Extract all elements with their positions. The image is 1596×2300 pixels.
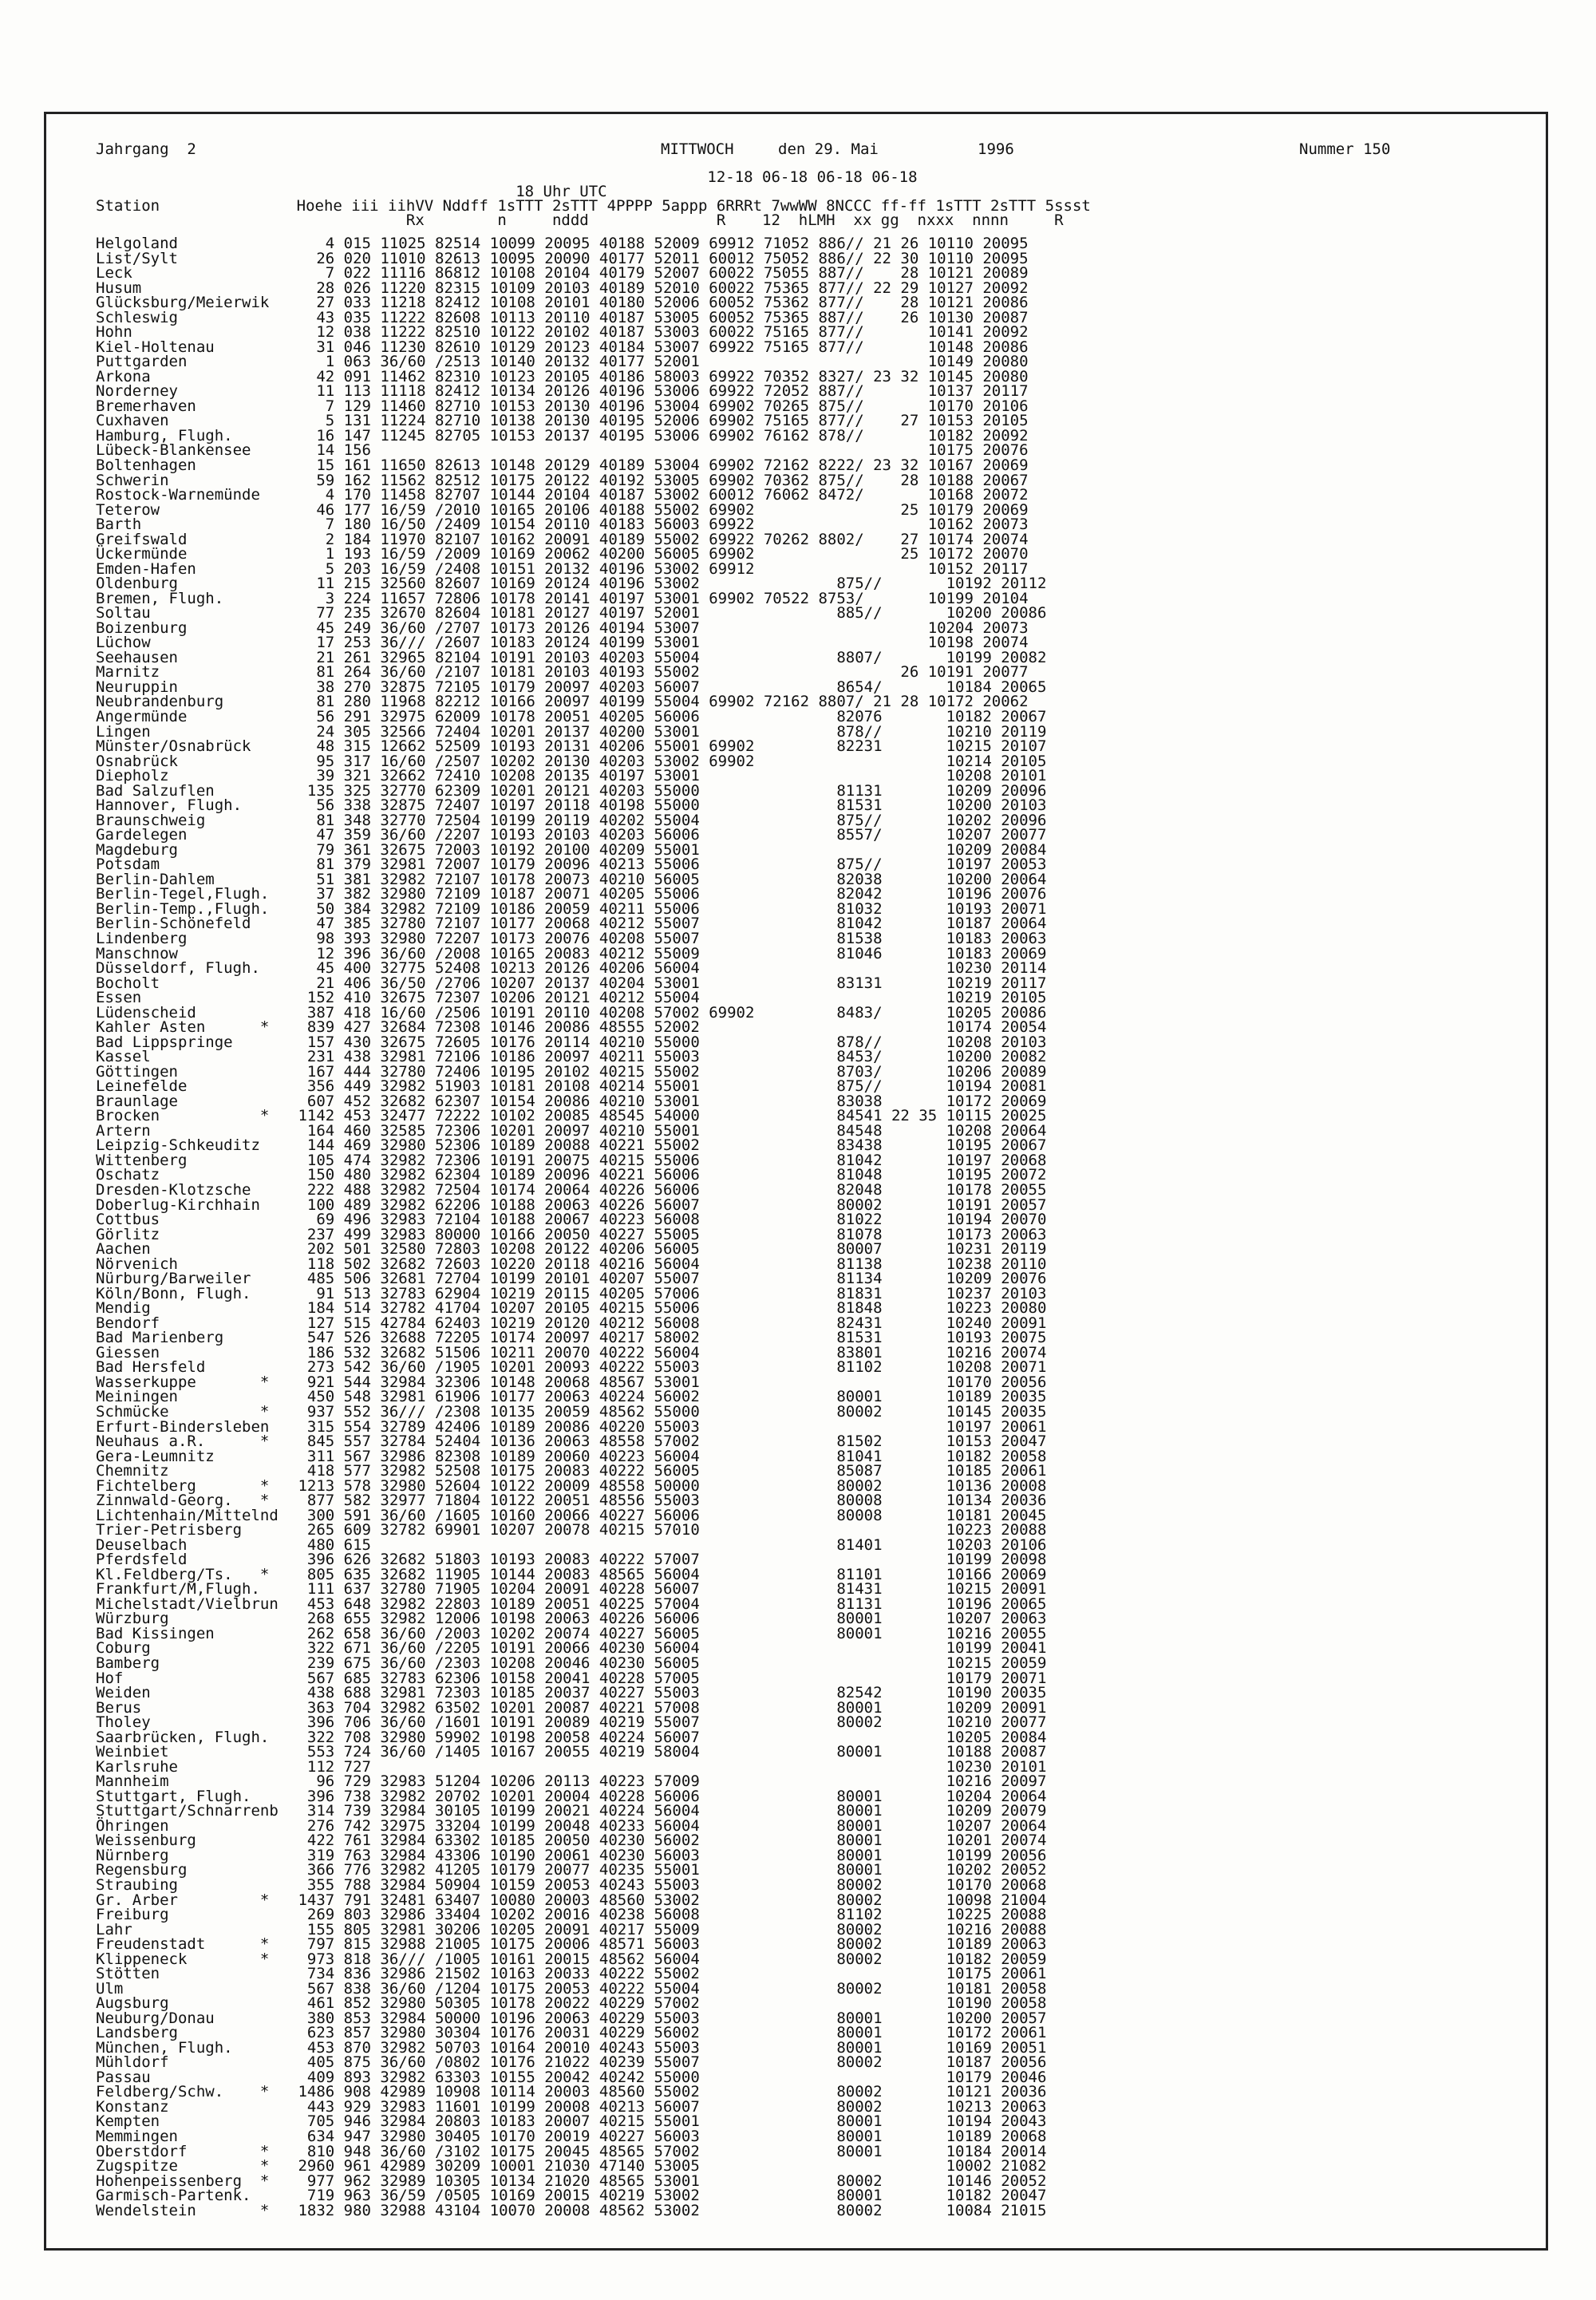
station-name: Aachen xyxy=(96,1240,151,1259)
station-name: Oberstdorf * xyxy=(96,2142,270,2160)
observation-row: 734 836 32986 21502 10163 20033 40222 55002 10175 20061 xyxy=(289,1965,1047,1983)
observation-data-column xyxy=(289,236,1046,2218)
observation-row: 322 671 36/60 /2205 10191 20066 40230 56004 10199 20041 xyxy=(289,1639,1047,1658)
station-name: Giessen xyxy=(96,1343,160,1361)
observation-row: 300 591 36/60 /1605 10160 20066 40227 56006 80008 10181 20045 xyxy=(289,1506,1047,1524)
observation-row: 37 382 32980 72109 10187 20071 40205 55006 82042 10196 20076 xyxy=(289,885,1047,903)
station-name: Bad Kissingen xyxy=(96,1624,215,1642)
station-name: Hohenpeissenberg * xyxy=(96,2172,270,2190)
station-name: Berlin-Dahlem xyxy=(96,870,215,888)
station-name: Doberlug-Kirchhain xyxy=(96,1195,260,1214)
station-name: Leinefelde xyxy=(96,1077,188,1096)
observation-row: 396 626 32682 51803 10193 20083 40222 57007 10199 20098 xyxy=(289,1551,1047,1569)
observation-row: 273 542 36/60 /1905 10201 20093 40222 55003 81102 10208 20071 xyxy=(289,1358,1047,1377)
observation-row: 45 249 36/60 /2707 10173 20126 40194 53007 10204 20073 xyxy=(289,618,1029,637)
station-name: Chemnitz xyxy=(96,1462,169,1480)
observation-row: 202 501 32580 72803 10208 20122 40206 56005 80007 10231 20119 xyxy=(289,1240,1047,1259)
observation-row: 839 427 32684 72308 10146 20086 48555 52002 10174 20054 xyxy=(289,1018,1047,1037)
station-name: Teterow xyxy=(96,500,160,519)
station-name: Kahler Asten * xyxy=(96,1018,270,1037)
station-name: Barth xyxy=(96,516,142,534)
observation-row: 7 180 16/50 /2409 10154 20110 40183 56003 69922 10162 20073 xyxy=(289,516,1029,534)
observation-row: 164 460 32585 72306 10201 20097 40210 55001 84548 10208 20064 xyxy=(289,1121,1047,1140)
observation-row: 47 359 36/60 /2207 10193 20103 40203 56006 8557/ 10207 20077 xyxy=(289,826,1047,844)
station-name: Leck xyxy=(96,264,132,283)
station-name: Weissenburg xyxy=(96,1832,196,1850)
observation-row: 222 488 32982 72504 10174 20064 40226 56006 82048 10178 20055 xyxy=(289,1181,1047,1199)
station-name: Angermünde xyxy=(96,708,188,725)
station-name: Boltenhagen xyxy=(96,456,196,474)
station-name: Boizenburg xyxy=(96,618,188,637)
observation-row: 1 063 36/60 /2513 10140 20132 40177 52001 10149 20080 xyxy=(289,353,1029,371)
observation-row: 380 853 32984 50000 10196 20063 40229 55003 80001 10200 20057 xyxy=(289,2009,1047,2027)
station-name: Coburg xyxy=(96,1639,151,1658)
observation-row: 1 193 16/59 /2009 10169 20062 40200 56005 69902 25 10172 20070 xyxy=(289,545,1029,563)
observation-row: 28 026 11220 82315 10109 20103 40189 52010 60022 75365 877// 22 29 10127 20092 xyxy=(289,279,1029,297)
station-name: Freudenstadt * xyxy=(96,1935,270,1954)
observation-row: 81 280 11968 82212 10166 20097 40199 55004 69902 72162 8807/ 21 28 10172 20062 xyxy=(289,693,1029,711)
station-name: Ulm xyxy=(96,1979,124,1998)
station-name: Soltau xyxy=(96,604,151,622)
observation-row: 239 675 36/60 /2303 10208 20046 40230 56005 10215 20059 xyxy=(289,1654,1047,1672)
observation-row: 810 948 36/60 /3102 10175 20045 48565 57002 80001 10184 20014 xyxy=(289,2142,1047,2160)
observation-row: 231 438 32981 72106 10186 20097 40211 55003 8453/ 10200 20082 xyxy=(289,1048,1047,1066)
station-name: Nürburg/Barweiler xyxy=(96,1270,251,1288)
observation-row: 877 582 32977 71804 10122 20051 48556 55003 80008 10134 20036 xyxy=(289,1492,1047,1510)
observation-row: 1486 908 42989 10908 10114 20003 48560 55002 80002 10121 20036 xyxy=(289,2083,1047,2101)
station-name: Bad Salzuflen xyxy=(96,781,215,800)
station-name: Landsberg xyxy=(96,2024,178,2042)
station-name: Zinnwald-Georg. * xyxy=(96,1492,270,1510)
station-name: Nürnberg xyxy=(96,1846,169,1864)
station-name: Osnabrück xyxy=(96,752,178,770)
station-name: Hamburg, Flugh. xyxy=(96,426,233,445)
observation-row: 719 963 36/59 /0505 10169 20015 40219 53002 80001 10182 20047 xyxy=(289,2187,1047,2205)
observation-row: 265 609 32782 69901 10207 20078 40215 57010 10223 20088 xyxy=(289,1521,1047,1539)
station-name: Husum xyxy=(96,279,142,297)
observation-row: 366 776 32982 41205 10179 20077 40235 55001 80001 10202 20052 xyxy=(289,1861,1047,1879)
observation-row: 50 384 32982 72109 10186 20059 40211 55006 81032 10193 20071 xyxy=(289,899,1047,918)
observation-row: 443 929 32983 11601 10199 20008 40213 56007 80002 10213 20063 xyxy=(289,2097,1047,2116)
station-name: Puttgarden xyxy=(96,353,188,371)
observation-row: 24 305 32566 72404 10201 20137 40200 53001 878// 10210 20119 xyxy=(289,722,1047,741)
station-name: Essen xyxy=(96,989,142,1007)
observation-row: 42 091 11462 82310 10123 20105 40186 58003 69922 70352 8327/ 23 32 10145 20080 xyxy=(289,367,1029,385)
observation-row: 387 418 16/60 /2506 10191 20110 40208 57002 69902 8483/ 10205 20086 xyxy=(289,1003,1047,1022)
observation-row: 69 496 32983 72104 10188 20067 40223 56008 81022 10194 20070 xyxy=(289,1211,1047,1229)
observation-row: 268 655 32982 12006 10198 20063 40226 56006 80001 10207 20063 xyxy=(289,1610,1047,1628)
station-name: Mannheim xyxy=(96,1772,169,1791)
station-name: Neuhaus a.R. * xyxy=(96,1433,270,1451)
station-name: Feldberg/Schw. * xyxy=(96,2083,270,2101)
station-name: Seehausen xyxy=(96,648,178,666)
station-name: Berus xyxy=(96,1698,142,1717)
observation-row: 4 170 11458 82707 10144 20104 40187 53002 60012 76062 8472/ 10168 20072 xyxy=(289,486,1029,504)
observation-row: 56 291 32975 62009 10178 20051 40205 56006 82076 10182 20067 xyxy=(289,708,1047,725)
station-name: Weiden xyxy=(96,1684,151,1702)
observation-row: 396 706 36/60 /1601 10191 20089 40219 55007 80002 10210 20077 xyxy=(289,1713,1047,1732)
year-label: 1996 xyxy=(978,140,1014,158)
column-header-line: 12-18 06-18 06-18 06-18 xyxy=(96,168,918,186)
observation-row: 5 203 16/59 /2408 10151 20132 40196 53002 69912 10152 20117 xyxy=(289,559,1029,578)
observation-row: 7 022 11116 86812 10108 20104 40179 52007 60022 75055 887// 28 10121 20089 xyxy=(289,264,1029,283)
observation-row: 43 035 11222 82608 10113 20110 40187 53005 60052 75365 887// 26 10130 20087 xyxy=(289,308,1029,326)
station-name: München, Flugh. xyxy=(96,2038,233,2057)
station-name: Tholey xyxy=(96,1713,151,1732)
station-name: Saarbrücken, Flugh. xyxy=(96,1728,270,1746)
column-header-line: 18 Uhr UTC xyxy=(96,183,607,200)
observation-row: 81 379 32981 72007 10179 20096 40213 55006 875// 10197 20053 xyxy=(289,856,1047,874)
observation-row: 418 577 32982 52508 10175 20083 40222 56005 85087 10185 20061 xyxy=(289,1462,1047,1480)
observation-row: 105 474 32982 72306 10191 20075 40215 55006 81042 10197 20068 xyxy=(289,1151,1047,1169)
station-name: Greifswald xyxy=(96,530,188,548)
observation-row: 4 015 11025 82514 10099 20095 40188 52009 69912 71052 886// 21 26 10110 20095 xyxy=(289,235,1029,252)
observation-row: 1142 453 32477 72222 10102 20085 48545 54000 84541 22 35 10115 20025 xyxy=(289,1107,1047,1125)
observation-row: 150 480 32982 62304 10189 20096 40221 56006 81048 10195 20072 xyxy=(289,1166,1047,1184)
station-name: Berlin-Tegel,Flugh. xyxy=(96,885,270,903)
station-name: Lahr xyxy=(96,1920,132,1938)
observation-row: 453 870 32982 50703 10164 20010 40243 55003 80001 10169 20051 xyxy=(289,2038,1047,2057)
observation-row: 1832 980 32988 43104 10070 20008 48562 53002 80002 10084 21015 xyxy=(289,2201,1047,2219)
station-name: Cottbus xyxy=(96,1211,160,1229)
observation-row: 937 552 36/// /2308 10135 20059 48562 55000 80002 10145 20035 xyxy=(289,1402,1047,1421)
station-name: Trier-Petrisberg xyxy=(96,1521,243,1539)
station-name: Rostock-Warnemünde xyxy=(96,486,260,504)
station-name: Ückermünde xyxy=(96,545,188,563)
observation-row: 705 946 32984 20803 10183 20007 40215 55001 80001 10194 20043 xyxy=(289,2112,1047,2131)
observation-row: 144 469 32980 52306 10189 20088 40221 55002 83438 10195 20067 xyxy=(289,1136,1047,1155)
observation-row: 607 452 32682 62307 10154 20086 40210 53001 83038 10172 20069 xyxy=(289,1092,1047,1110)
observation-row: 977 962 32989 10305 10134 21020 48565 53001 80002 10146 20052 xyxy=(289,2172,1047,2190)
observation-row: 14 156 10175 20076 xyxy=(289,441,1029,460)
station-name: Straubing xyxy=(96,1875,178,1894)
station-name: Bremen, Flugh. xyxy=(96,589,224,607)
station-name: Berlin-Temp.,Flugh. xyxy=(96,899,270,918)
station-name: Köln/Bonn, Flugh. xyxy=(96,1284,251,1302)
station-name: Emden-Hafen xyxy=(96,559,196,578)
weekday-label: MITTWOCH xyxy=(661,140,734,158)
station-name: Potsdam xyxy=(96,856,160,874)
station-name: Nörvenich xyxy=(96,1255,178,1273)
station-name: Öhringen xyxy=(96,1816,169,1835)
observation-row: 485 506 32681 72704 10199 20101 40207 55007 81134 10209 20076 xyxy=(289,1270,1047,1288)
observation-row: 1213 578 32980 52604 10122 20009 48558 50000 80002 10136 20008 xyxy=(289,1476,1047,1495)
observation-row: 16 147 11245 82705 10153 20137 40195 53006 69902 76162 878// 10182 20092 xyxy=(289,426,1029,445)
station-name: Oldenburg xyxy=(96,575,178,593)
station-name: Manschnow xyxy=(96,944,178,962)
station-name: Lichtenhain/Mittelnd xyxy=(96,1506,279,1524)
observation-row: 2 184 11970 82107 10162 20091 40189 55002 69922 70262 8802/ 27 10174 20074 xyxy=(289,530,1029,548)
observation-row: 276 742 32975 33204 10199 20048 40233 56004 80001 10207 20064 xyxy=(289,1816,1047,1835)
station-name: Stötten xyxy=(96,1965,160,1983)
observation-row: 567 685 32783 62306 10158 20041 40228 57005 10179 20071 xyxy=(289,1669,1047,1687)
station-name: Stuttgart, Flugh. xyxy=(96,1787,251,1805)
station-name: Deuselbach xyxy=(96,1535,188,1554)
station-name: Glücksburg/Meierwik xyxy=(96,294,270,312)
observation-row: 157 430 32675 72605 10176 20114 40210 55000 878// 10208 20103 xyxy=(289,1033,1047,1051)
observation-row: 152 410 32675 72307 10206 20121 40212 55004 10219 20105 xyxy=(289,989,1047,1007)
station-name: Wittenberg xyxy=(96,1151,188,1169)
observation-row: 567 838 36/60 /1204 10175 20053 40222 55004 80002 10181 20058 xyxy=(289,1979,1047,1998)
station-name: Braunschweig xyxy=(96,811,206,829)
issue-number: Nummer 150 xyxy=(1299,140,1391,158)
station-name: Diepholz xyxy=(96,767,169,785)
observation-row: 12 396 36/60 /2008 10165 20083 40212 55009 81046 10183 20069 xyxy=(289,944,1047,962)
station-name: Brocken * xyxy=(96,1107,270,1125)
station-name: Erfurt-Bindersleben xyxy=(96,1417,270,1436)
station-name: Bad Hersfeld xyxy=(96,1358,206,1377)
station-name: Lingen xyxy=(96,722,151,741)
station-name: Neuburg/Donau xyxy=(96,2009,215,2027)
observation-row: 118 502 32682 72603 10220 20118 40216 56004 81138 10238 20110 xyxy=(289,1255,1047,1273)
station-name: Bamberg xyxy=(96,1654,160,1672)
station-name: Freiburg xyxy=(96,1906,169,1924)
station-name: Würzburg xyxy=(96,1610,169,1628)
observation-row: 81 264 36/60 /2107 10181 20103 40193 55002 26 10191 20077 xyxy=(289,663,1029,682)
station-name: Lüdenscheid xyxy=(96,1003,196,1022)
station-name: Konstanz xyxy=(96,2097,169,2116)
station-name: Pferdsfeld xyxy=(96,1551,188,1569)
observation-row: 973 818 36/// /1005 10161 20015 48562 56004 80002 10182 20059 xyxy=(289,1950,1047,1968)
station-name: List/Sylt xyxy=(96,249,178,267)
jahrgang-label: Jahrgang 2 xyxy=(96,140,196,158)
observation-row: 27 033 11218 82412 10108 20101 40180 52006 60052 75362 877// 28 10121 20086 xyxy=(289,294,1029,312)
observation-row: 805 635 32682 11905 10144 20083 48565 56004 81101 10166 20069 xyxy=(289,1565,1047,1583)
station-name: Hohn xyxy=(96,323,132,342)
observation-row: 409 893 32982 63303 10155 20042 40242 55000 10179 20046 xyxy=(289,2068,1047,2086)
observation-row: 547 526 32688 72205 10174 20097 40217 58002 81531 10193 20075 xyxy=(289,1329,1047,1347)
observation-row: 17 253 36/// /2607 10183 20124 40199 53001 10198 20074 xyxy=(289,634,1029,652)
station-name: Arkona xyxy=(96,367,151,385)
station-name: Göttingen xyxy=(96,1062,178,1081)
station-name: Karlsruhe xyxy=(96,1757,178,1776)
observation-row: 39 321 32662 72410 10208 20135 40197 53001 10208 20101 xyxy=(289,767,1047,785)
observation-row: 314 739 32984 30105 10199 20021 40224 56004 80001 10209 20079 xyxy=(289,1802,1047,1820)
station-name: Helgoland xyxy=(96,235,178,252)
station-name: Bendorf xyxy=(96,1314,160,1332)
observation-row: 38 270 32875 72105 10179 20097 40203 56007 8654/ 10184 20065 xyxy=(289,678,1047,696)
observation-row: 3 224 11657 72806 10178 20141 40197 53001 69902 70522 8753/ 10199 20104 xyxy=(289,589,1029,607)
station-name: Zugspitze * xyxy=(96,2157,270,2176)
observation-row: 396 738 32982 20702 10201 20004 40228 56006 80001 10204 20064 xyxy=(289,1787,1047,1805)
observation-row: 262 658 36/60 /2003 10202 20074 40227 56005 80001 10216 20055 xyxy=(289,1624,1047,1642)
station-name: Lindenberg xyxy=(96,929,188,947)
station-name: Augsburg xyxy=(96,1994,169,2013)
observation-row: 112 727 10230 20101 xyxy=(289,1757,1047,1776)
observation-row: 135 325 32770 62309 10201 20121 40203 55000 81131 10209 20096 xyxy=(289,781,1047,800)
observation-row: 315 554 32789 42406 10189 20086 40220 55003 10197 20061 xyxy=(289,1417,1047,1436)
observation-row: 1437 791 32481 63407 10080 20003 48560 53002 80002 10098 21004 xyxy=(289,1891,1047,1909)
station-name: Passau xyxy=(96,2068,151,2086)
observation-row: 48 315 12662 52509 10193 20131 40206 55001 69902 82231 10215 20107 xyxy=(289,737,1047,756)
observation-row: 11 215 32560 82607 10169 20124 40196 53002 875// 10192 20112 xyxy=(289,575,1047,593)
observation-row: 96 729 32983 51204 10206 20113 40223 57009 10216 20097 xyxy=(289,1772,1047,1791)
station-name: Oschatz xyxy=(96,1166,160,1184)
station-name: Norderney xyxy=(96,382,178,401)
observation-row: 269 803 32986 33404 10202 20016 40238 56008 81102 10225 20088 xyxy=(289,1906,1047,1924)
station-name: Berlin-Schönefeld xyxy=(96,915,251,933)
station-name: Wasserkuppe * xyxy=(96,1373,270,1391)
observation-row: 167 444 32780 72406 10195 20102 40215 55002 8703/ 10206 20089 xyxy=(289,1062,1047,1081)
observation-row: 98 393 32980 72207 10173 20076 40208 55007 81538 10183 20063 xyxy=(289,929,1047,947)
station-name: Schwerin xyxy=(96,471,169,489)
station-name: Artern xyxy=(96,1121,151,1140)
observation-row: 634 947 32980 30405 10170 20019 40227 56003 80001 10189 20068 xyxy=(289,2128,1047,2145)
station-name: Frankfurt/M,Flugh. xyxy=(96,1580,260,1599)
observation-row: 450 548 32981 61906 10177 20063 40224 56002 80001 10189 20035 xyxy=(289,1388,1047,1406)
station-name: Neuruppin xyxy=(96,678,178,696)
station-name: Gera-Leumnitz xyxy=(96,1447,215,1465)
date-label: den 29. Mai xyxy=(778,140,879,158)
observation-row: 623 857 32980 30304 10176 20031 40229 56002 80001 10172 20061 xyxy=(289,2024,1047,2042)
observation-row: 21 406 36/50 /2706 10207 20137 40204 53001 83131 10219 20117 xyxy=(289,974,1047,992)
observation-row: 15 161 11650 82613 10148 20129 40189 53004 69902 72162 8222/ 23 32 10167 20069 xyxy=(289,456,1029,474)
observation-row: 319 763 32984 43306 10190 20061 40230 56003 80001 10199 20056 xyxy=(289,1846,1047,1864)
observation-row: 111 637 32780 71905 10204 20091 40228 56007 81431 10215 20091 xyxy=(289,1580,1047,1599)
observation-row: 184 514 32782 41704 10207 20105 40215 55006 81848 10223 20080 xyxy=(289,1299,1047,1318)
observation-row: 79 361 32675 72003 10192 20100 40209 55001 10209 20084 xyxy=(289,840,1047,859)
observation-row: 51 381 32982 72107 10178 20073 40210 56005 82038 10200 20064 xyxy=(289,870,1047,888)
observation-row: 26 020 11010 82613 10095 20090 40177 52011 60012 75052 886// 22 30 10110 20095 xyxy=(289,249,1029,267)
station-name: Weinbiet xyxy=(96,1743,169,1761)
station-name: Marnitz xyxy=(96,663,160,682)
observation-row: 356 449 32982 51903 10181 20108 40214 55001 875// 10194 20081 xyxy=(289,1077,1047,1096)
observation-row: 5 131 11224 82710 10138 20130 40195 52006 69902 75165 877// 27 10153 20105 xyxy=(289,412,1029,430)
station-name: Bad Marienberg xyxy=(96,1329,224,1347)
observation-row: 59 162 11562 82512 10175 20122 40192 53005 69902 70362 875// 28 10188 20067 xyxy=(289,471,1029,489)
observation-row: 311 567 32986 82308 10189 20060 40223 56004 81041 10182 20058 xyxy=(289,1447,1047,1465)
station-name: Hannover, Flugh. xyxy=(96,796,243,815)
station-name: Düsseldorf, Flugh. xyxy=(96,959,260,978)
station-name: Stuttgart/Schnarrenb xyxy=(96,1802,279,1820)
station-name: Regensburg xyxy=(96,1861,188,1879)
station-name: Bad Lippspringe xyxy=(96,1033,233,1051)
observation-row: 95 317 16/60 /2507 10202 20130 40203 53002 69902 10214 20105 xyxy=(289,752,1047,770)
station-name: Schmücke * xyxy=(96,1402,270,1421)
observation-row: 100 489 32982 62206 10188 20063 40226 56007 80002 10191 20057 xyxy=(289,1195,1047,1214)
station-name: Fichtelberg * xyxy=(96,1476,270,1495)
station-name: Lüchow xyxy=(96,634,151,652)
station-name: Schleswig xyxy=(96,308,178,326)
observation-row: 845 557 32784 52404 10136 20063 48558 57002 81502 10153 20047 xyxy=(289,1433,1047,1451)
station-name: Cuxhaven xyxy=(96,412,169,430)
observation-row: 461 852 32980 50305 10178 20022 40229 57002 10190 20058 xyxy=(289,1994,1047,2013)
station-name: Kiel-Holtenau xyxy=(96,338,215,356)
observation-row: 2960 961 42989 30209 10001 21030 47140 53005 10002 21082 xyxy=(289,2157,1047,2176)
observation-row: 46 177 16/59 /2010 10165 20106 40188 55002 69902 25 10179 20069 xyxy=(289,500,1029,519)
observation-row: 7 129 11460 82710 10153 20130 40196 53004 69902 70265 875// 10170 20106 xyxy=(289,397,1029,415)
observation-row: 921 544 32984 32306 10148 20068 48567 53001 10170 20056 xyxy=(289,1373,1047,1391)
column-header-line: Rx n nddd R 12 hLMH xx gg nxxx nnnn R xyxy=(96,211,1064,229)
station-name: Dresden-Klotzsche xyxy=(96,1181,251,1199)
station-name: Lübeck-Blankensee xyxy=(96,441,251,460)
station-name: Magdeburg xyxy=(96,840,178,859)
observation-row: 422 761 32984 63302 10185 20050 40230 56002 80001 10201 20074 xyxy=(289,1832,1047,1850)
station-name: Mühldorf xyxy=(96,2053,169,2072)
observation-row: 405 875 36/60 /0802 10176 21022 40239 55007 80002 10187 20056 xyxy=(289,2053,1047,2072)
station-name: Wendelstein * xyxy=(96,2201,270,2219)
observation-row: 453 648 32982 22803 10189 20051 40225 57004 81131 10196 20065 xyxy=(289,1595,1047,1613)
observation-row: 155 805 32981 30206 10205 20091 40217 55009 80002 10216 20088 xyxy=(289,1920,1047,1938)
observation-row: 91 513 32783 62904 10219 20115 40205 57006 81831 10237 20103 xyxy=(289,1284,1047,1302)
station-name: Klippeneck * xyxy=(96,1950,270,1968)
observation-row: 21 261 32965 82104 10191 20103 40203 55004 8807/ 10199 20082 xyxy=(289,648,1047,666)
station-name: Meiningen xyxy=(96,1388,178,1406)
station-name: Görlitz xyxy=(96,1225,160,1243)
observation-row: 186 532 32682 51506 10211 20070 40222 56004 83801 10216 20074 xyxy=(289,1343,1047,1361)
observation-row: 77 235 32670 82604 10181 20127 40197 52001 885// 10200 20086 xyxy=(289,604,1047,622)
observation-row: 31 046 11230 82610 10129 20123 40184 53007 69922 75165 877// 10148 20086 xyxy=(289,338,1029,356)
observation-row: 45 400 32775 52408 10213 20126 40206 56004 10230 20114 xyxy=(289,959,1047,978)
observation-row: 81 348 32770 72504 10199 20119 40202 55004 875// 10202 20096 xyxy=(289,811,1047,829)
observation-row: 480 615 81401 10203 20106 xyxy=(289,1535,1047,1554)
station-name: Kl.Feldberg/Ts. * xyxy=(96,1565,270,1583)
station-name: Mendig xyxy=(96,1299,151,1318)
observation-row: 363 704 32982 63502 10201 20087 40221 57008 80001 10209 20091 xyxy=(289,1698,1047,1717)
observation-row: 237 499 32983 80000 10166 20050 40227 55005 81078 10173 20063 xyxy=(289,1225,1047,1243)
observation-row: 47 385 32780 72107 10177 20068 40212 55007 81042 10187 20064 xyxy=(289,915,1047,933)
station-name: Leipzig-Schkeuditz xyxy=(96,1136,260,1155)
observation-row: 12 038 11222 82510 10122 20102 40187 53003 60022 75165 877// 10141 20092 xyxy=(289,323,1029,342)
station-name: Braunlage xyxy=(96,1092,178,1110)
station-name: Kempten xyxy=(96,2112,160,2131)
station-name: Garmisch-Partenk. xyxy=(96,2187,251,2205)
station-column xyxy=(96,236,279,2218)
observation-row: 11 113 11118 82412 10134 20126 40196 53006 69922 72052 887// 10137 20117 xyxy=(289,382,1029,401)
station-name: Bremerhaven xyxy=(96,397,196,415)
column-header-line: Station Hoehe iii iihVV Nddff 1sTTT 2sTTT 4PPPP 5appp 6RRRt 7wwWW 8NCCC ff-ff 1sTTT 2sTTT 5ssst xyxy=(96,197,1091,215)
station-name: Bocholt xyxy=(96,974,160,992)
observation-row: 127 515 42784 62403 10219 20120 40212 56008 82431 10240 20091 xyxy=(289,1314,1047,1332)
station-name: Kassel xyxy=(96,1048,151,1066)
station-name: Münster/Osnabrück xyxy=(96,737,251,756)
station-name: Neubrandenburg xyxy=(96,693,224,711)
column-headers xyxy=(96,170,1091,227)
observation-row: 355 788 32984 50904 10159 20053 40243 55003 80002 10170 20068 xyxy=(289,1875,1047,1894)
station-name: Michelstadt/Vielbrun xyxy=(96,1595,279,1613)
station-name: Gardelegen xyxy=(96,826,188,844)
observation-row: 322 708 32980 59902 10198 20058 40224 56007 10205 20084 xyxy=(289,1728,1047,1746)
station-name: Memmingen xyxy=(96,2128,178,2145)
observation-row: 56 338 32875 72407 10197 20118 40198 55000 81531 10200 20103 xyxy=(289,796,1047,815)
observation-row: 438 688 32981 72303 10185 20037 40227 55003 82542 10190 20035 xyxy=(289,1684,1047,1702)
station-name: Hof xyxy=(96,1669,124,1687)
observation-row: 553 724 36/60 /1405 10167 20055 40219 58004 80001 10188 20087 xyxy=(289,1743,1047,1761)
observation-row: 797 815 32988 21005 10175 20006 48571 56003 80002 10189 20063 xyxy=(289,1935,1047,1954)
station-name: Gr. Arber * xyxy=(96,1891,270,1909)
